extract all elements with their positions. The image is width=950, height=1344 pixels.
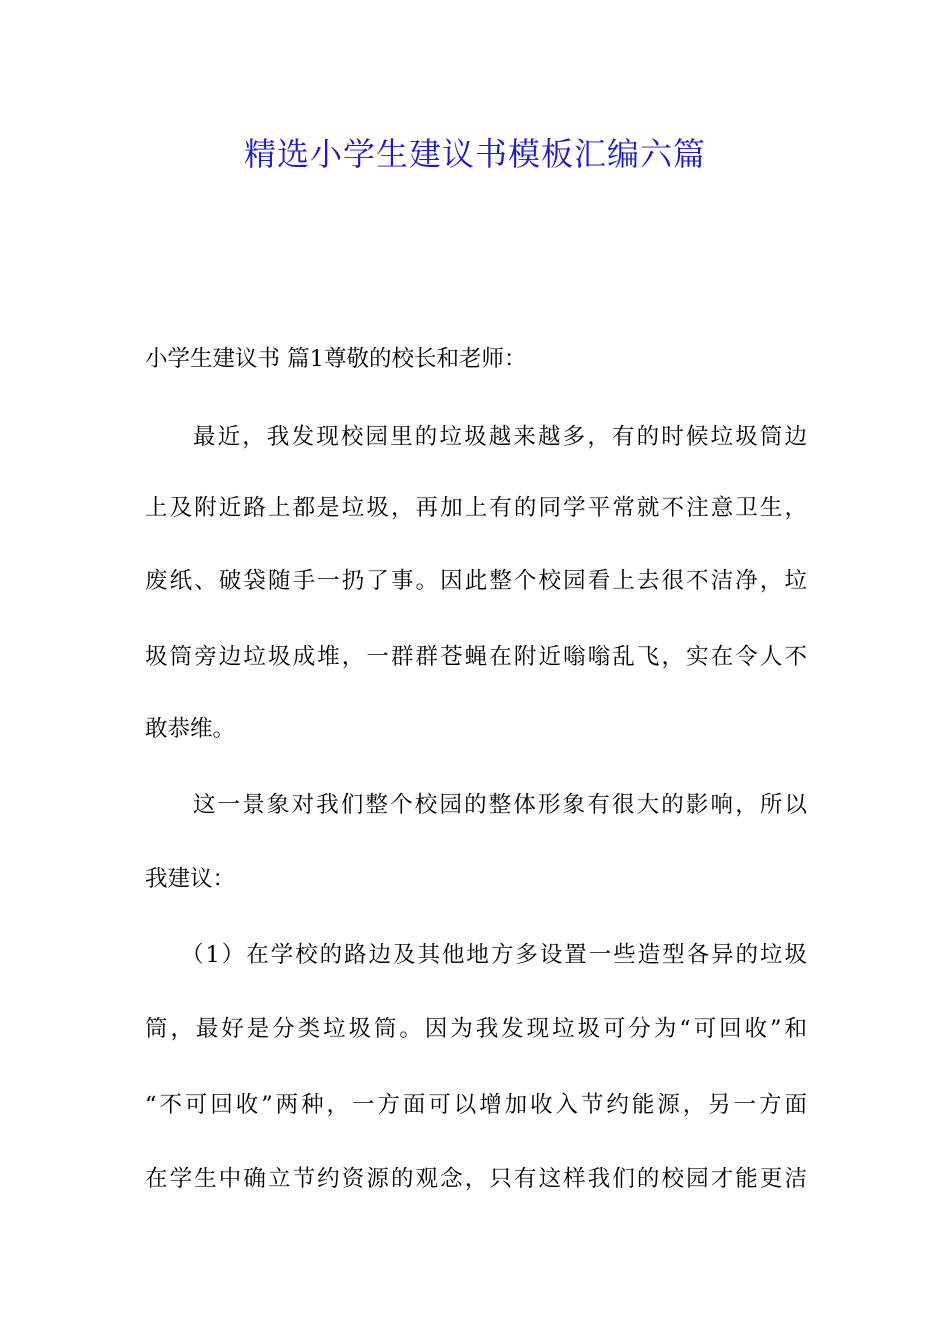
text-line-1: 小学生建议书 篇1尊敬的校长和老师： bbox=[145, 346, 527, 372]
text-line-10: 筒，最好是分类垃圾筒。因为我发现垃圾可分为“可回收”和 bbox=[145, 1016, 807, 1042]
text-line-6: 敢恭维。 bbox=[145, 716, 236, 742]
page-title: 精选小学生建议书模板汇编六篇 bbox=[243, 135, 706, 173]
text-line-9: （1）在学校的路边及其他地方多设置一些造型各异的垃圾 bbox=[181, 942, 807, 968]
text-line-5: 圾筒旁边垃圾成堆，一群群苍蝇在附近嗡嗡乱飞，实在令人不 bbox=[145, 644, 807, 670]
text-line-4: 废纸、破袋随手一扔了事。因此整个校园看上去很不洁净，垃 bbox=[145, 568, 807, 594]
text-line-12: 在学生中确立节约资源的观念，只有这样我们的校园才能更洁 bbox=[145, 1166, 807, 1192]
text-line-3: 上及附近路上都是垃圾，再加上有的同学平常就不注意卫生， bbox=[145, 495, 807, 521]
text-line-7: 这一景象对我们整个校园的整体形象有很大的影响，所以 bbox=[193, 792, 807, 818]
text-line-2: 最近，我发现校园里的垃圾越来越多，有的时候垃圾筒边 bbox=[193, 424, 807, 450]
text-line-11: “不可回收”两种，一方面可以增加收入节约能源，另一方面 bbox=[145, 1092, 807, 1118]
text-line-8: 我建议： bbox=[145, 866, 236, 892]
